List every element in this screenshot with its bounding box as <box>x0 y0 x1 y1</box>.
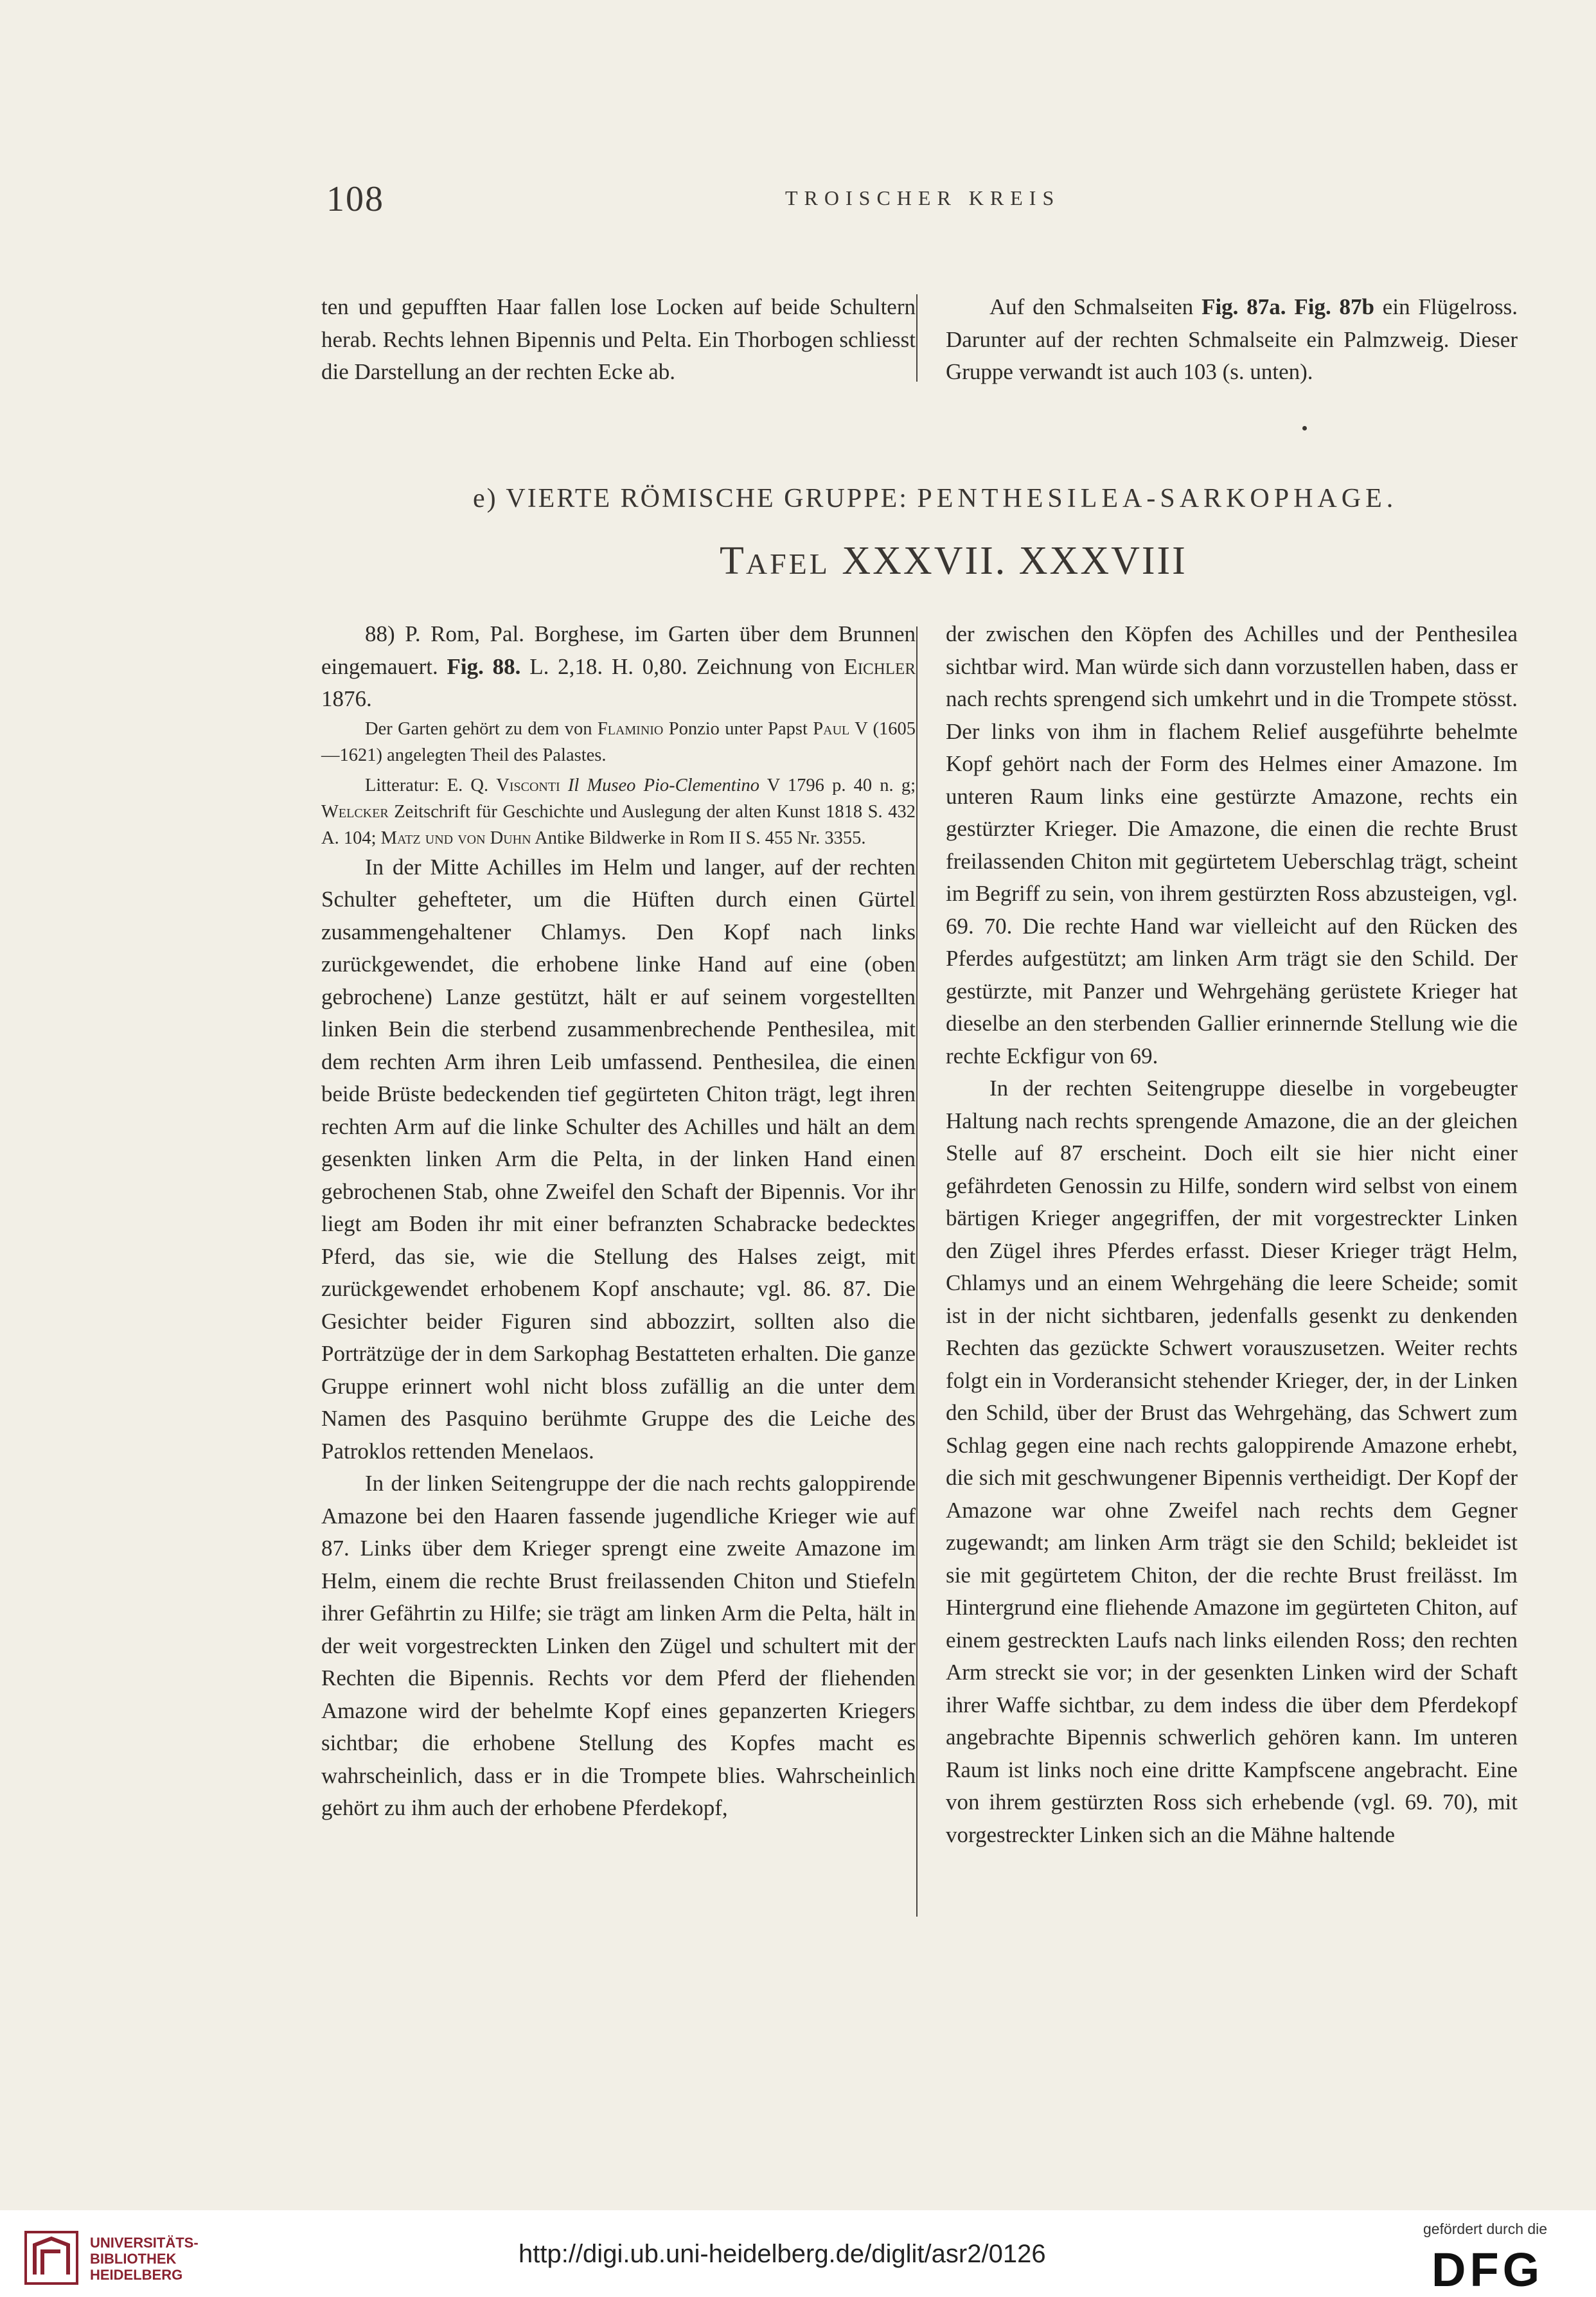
university-library-logo-icon <box>23 2230 80 2286</box>
top-right-column <box>946 291 1518 389</box>
library-name: UNIVERSITÄTS- BIBLIOTHEK HEIDELBERG <box>90 2235 199 2283</box>
running-title: TROISCHER KREIS <box>785 186 1061 209</box>
column-divider-top <box>916 294 918 382</box>
literature-note: Litteratur: E. Q. Visconti Il Museo Pio-Clementino V 1796 p. 40 n. g; Welcker Zeitschrift für Geschichte und Auslegung der alten Kunst 1818 S. 432 A. 104; Matz und von Duhn Antike Bildwerke in Rom II S. 455 Nr. 3355. <box>321 775 916 848</box>
page-number: 108 <box>326 179 384 219</box>
funding-note: gefördert durch die <box>1423 2221 1548 2237</box>
source-url[interactable]: http://digi.ub.uni-heidelberg.de/diglit/asr2/0126 <box>519 2240 1046 2268</box>
left-main-column <box>321 618 916 1825</box>
column-divider-main <box>916 626 918 1917</box>
top-left-column <box>321 291 916 389</box>
print-speck <box>1302 426 1307 430</box>
garden-note: Der Garten gehört zu dem von Flaminio Ponzio unter Papst Paul V (1605—1621) angelegten Theil des Palastes. <box>321 718 916 765</box>
dfg-logo: DFG <box>1432 2243 1544 2296</box>
top-left-paragraph: ten und gepufften Haar fallen lose Locken auf beide Schultern herab. Rechts lehnen Bipennis und Pelta. Ein Thorbogen schliesst die Darstellung an der rechten Ecke ab. <box>321 294 916 384</box>
section-heading: e) VIERTE RÖMISCHE GRUPPE: PENTHESILEA-SARKOPHAGE. <box>473 484 1398 513</box>
description-paragraph: In der linken Seitengruppe der die nach rechts galoppirende Amazone bei den Haaren fassende jugendliche Krieger wie auf 87. Links über dem Krieger sprengt eine zweite Amazone im Helm, einem die rechte Brust freilassenden Chiton und Stiefeln ihrer Gefährtin zu Hilfe; sie trägt am linken Arm die Pelta, hält in der weit vorgestreckten Linken den Zügel und schultert mit der Rechten die Bipennis. Rechts vor dem Pferd der fliehenden Amazone wird der behelmte Kopf eines gepanzerten Kriegers sichtbar; die erhobene Stellung des Kopfes macht es wahrscheinlich, dass er in die Trompete blies. Wahrscheinlich gehört zu ihm auch der erhobene Pferdekopf, <box>321 1471 916 1820</box>
description-paragraph: der zwischen den Köpfen des Achilles und der Penthesilea sichtbar wird. Man würde sich dann vorzustellen haben, dass er nach rechts sprengend sich umkehrt und in die Trompete stösst. Der links von ihm in flachem Relief ausgeführte behelmte Kopf gehört nach der Form des Helmes einer Amazone. Im unteren Raum links eine gestürzte Amazone, rechts ein gestürzter Krieger. Die Amazone, die einen die rechte Brust freilassenden Chiton mit gegürtetem Ueberschlag trägt, scheint im Begriff zu sein, von ihrem gestürzten Ross abzusteigen, vgl. 69. 70. Die rechte Hand war vielleicht auf den Rücken des Pferdes aufgestützt; am linken Arm trägt sie den Schild. Der gestürzte, mit Panzer und Wehrgehäng gerüstete Krieger hat dieselbe an den sterbenden Gallier erinnernde Stellung wie die rechte Eckfigur von 69. <box>946 621 1518 1069</box>
plate-heading: TAFEL XXXVII. XXXVIII <box>720 539 1187 583</box>
viewer-footer <box>0 2210 1596 2294</box>
description-paragraph: In der Mitte Achilles im Helm und langer, auf der rechten Schulter gehefteter, um die Hüften durch einen Gürtel zusammengehaltener Chlamys. Den Kopf nach links zurückgewendet, die erhobene linke Hand auf eine (oben gebrochene) Lanze gestützt, hält er auf seinem vorgestellten linken Bein die sterbend zusammenbrechende Penthesilea, mit dem rechten Arm ihren Leib umfassend. Penthesilea, die einen beide Brüste bedeckenden tief gegürteten Chiton trägt, legt ihren rechten Arm auf die linke Schulter des Achilles und hält an dem gesenkten linken Arm die Pelta, in der linken Hand einen gebrochenen Stab, ohne Zweifel den Schaft der Bipennis. Vor ihr liegt am Boden ihr mit einer befranzten Schabracke bedecktes Pferd, das sie, wie die Stellung des Halses zeigt, mit zurückgewendet erhobenem Kopf anschaute; vgl. 86. 87. Die Gesichter beider Figuren sind abbozzirt, sollten also die Porträtzüge der in dem Sarkophag Bestatteten erhalten. Die ganze Gruppe erinnert wohl nicht bloss zufällig an die unter dem Namen des Pasquino berühmte Gruppe des die Leiche des Patroklos rettenden Menelaos. <box>321 854 916 1464</box>
top-right-paragraph: Auf den Schmalseiten Fig. 87a. Fig. 87b ein Flügelross. Darunter auf der rechten Schmalseite ein Palmzweig. Dieser Gruppe verwandt ist auch 103 (s. unten). <box>946 294 1518 384</box>
catalogue-entry: 88) P. Rom, Pal. Borghese, im Garten über dem Brunnen eingemauert. Fig. 88. L. 2,18. H. 0,80. Zeichnung von Eichler 1876. <box>321 621 916 711</box>
figure-reference: Fig. 87a. Fig. 87b <box>1201 294 1374 319</box>
right-main-column <box>946 618 1518 1851</box>
description-paragraph: In der rechten Seitengruppe dieselbe in vorgebeugter Haltung nach rechts sprengende Amazone, die an der gleichen Stelle auf 87 erscheint. Doch eilt sie hier nicht einer gefährdeten Genossin zu Hilfe, sondern wird selbst von einem bärtigen Krieger angegriffen, der mit vorgestreckter Linken den Zügel ihres Pferdes erfasst. Dieser Krieger trägt Helm, Chlamys und an einem Wehrgehäng die leere Scheide; somit ist in der nicht sichtbaren, jedenfalls gesenkt zu denkenden Rechten das gezückte Schwert vorauszusetzen. Weiter rechts folgt ein in Vorderansicht stehender Krieger, der, in der Linken den Schild, über der Brust das Wehrgehäng, das Schwert zum Schlag gegen eine nach rechts galoppirende Amazone erhebt, die sich mit geschwungener Bipennis vertheidigt. Der Kopf der Amazone war ohne Zweifel nach rechts dem Gegner zugewandt; am linken Arm trägt sie den Schild; bekleidet ist sie mit gegürtetem Chiton, der die rechte Brust freilässt. Im Hintergrund eine fliehende Amazone im gegürteten Chiton, auf einem gestreckten Laufs nach links eilenden Ross; den rechten Arm streckt sie vor; in der gesenkten Linken wird der Schaft ihrer Waffe sichtbar, zu dem indess die über dem Pferdekopf angebrachte Bipennis schwerlich gehören kann. Im unteren Raum ist links noch eine dritte Kampfscene angebracht. Eine von ihrem gestürzten Ross sich erhebende (vgl. 69. 70), mit vorgestreckter Linken sich an die Mähne haltende <box>946 1076 1518 1847</box>
